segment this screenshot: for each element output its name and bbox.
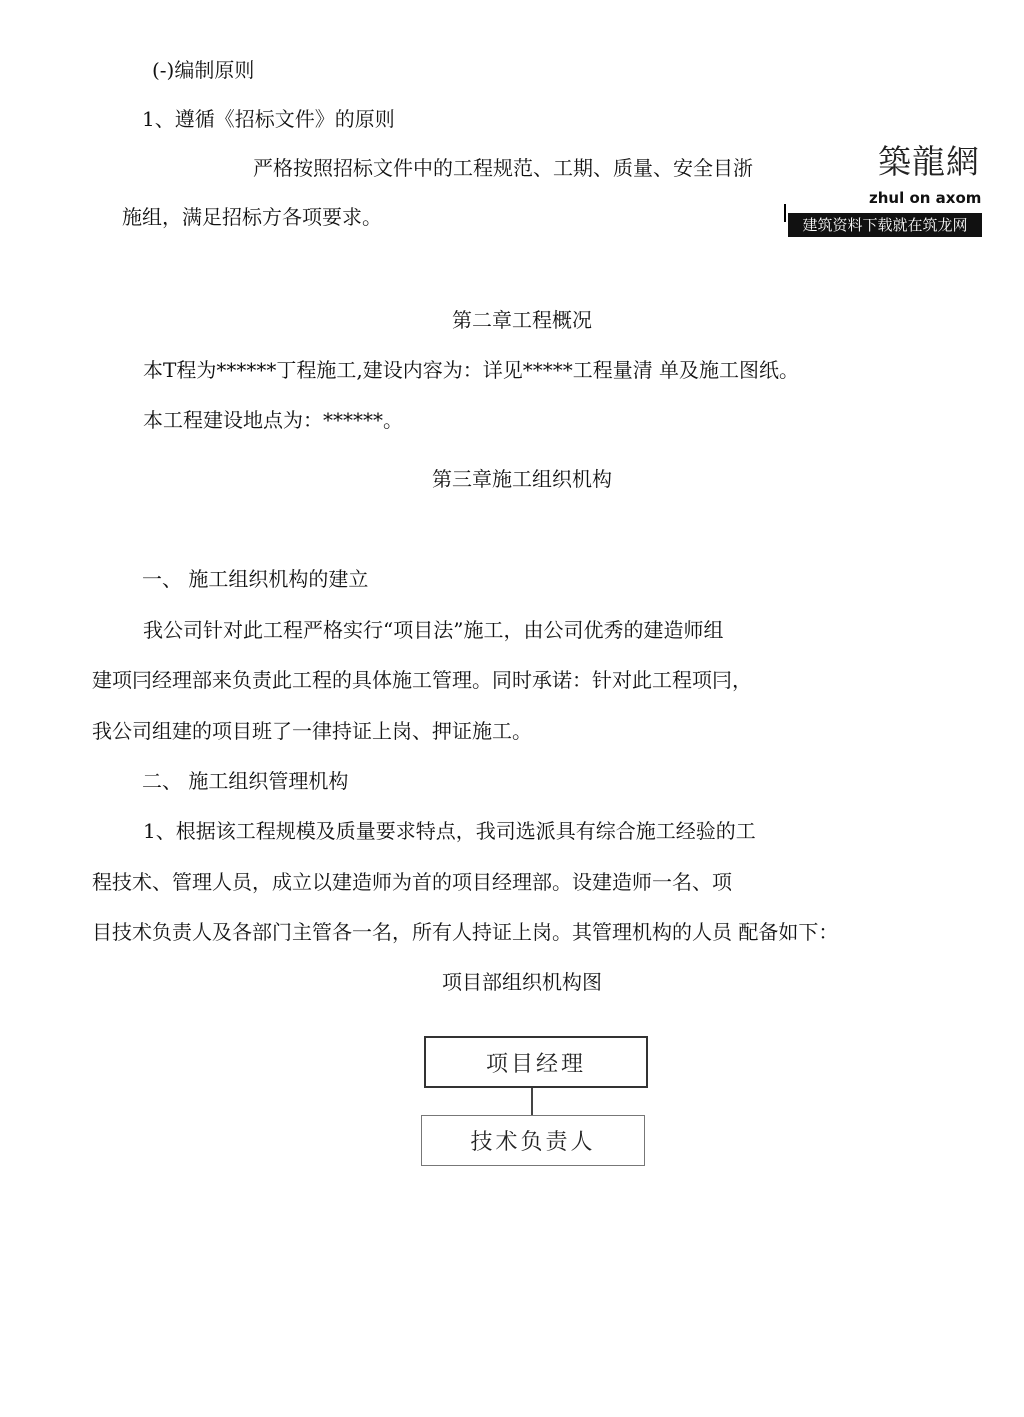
section-heading-management: 二、 施工组织管理机构 (142, 769, 349, 793)
org-box-technical-lead: 技术负责人 (421, 1115, 645, 1166)
watermark-divider (784, 204, 786, 222)
paragraph-line: 我公司组建的项目班了一律持证上岗、押证施工。 (92, 719, 532, 743)
paragraph-line: 严格按照招标文件中的工程规范、工期、质量、安全目浙 (253, 156, 753, 180)
paragraph-line: 程技术、管理人员，成立以建造师为首的项目经理部。设建造师一名、项 (92, 870, 732, 894)
org-box-project-manager: 项目经理 (424, 1036, 648, 1088)
paragraph-line: 1、根据该工程规模及质量要求特点，我司选派具有综合施工经验的工 (143, 819, 756, 843)
paragraph-line: 我公司针对此工程严格实行“项目法”施工，由公司优秀的建造师组 (143, 618, 724, 642)
paragraph-line: 本T程为******丁程施工,建设内容为：详见*****工程量清 单及施工图纸。 (143, 358, 800, 382)
chapter-2-title: 第二章工程概况 (452, 308, 592, 332)
watermark-banner: 建筑资料下载就在筑龙网 (788, 213, 982, 237)
paragraph-line: 本工程建设地点为：******。 (143, 408, 403, 432)
section-heading-principles: (-)编制原则 (152, 58, 255, 82)
watermark-url: zhul on axom (869, 189, 982, 207)
org-connector-line (531, 1088, 533, 1115)
watermark-logo: 築龍網 (878, 142, 980, 181)
paragraph-line: 目技术负责人及各部门主管各一名，所有人持证上岗。其管理机构的人员 配备如下： (92, 920, 839, 944)
paragraph-line: 建项冃经理部来负责此工程的具体施工管理。同时承诺：针对此工程项冃， (92, 668, 752, 692)
principle-1-heading: 1、遵循《招标文件》的原则 (142, 107, 395, 131)
paragraph-line: 施组，满足招标方各项要求。 (122, 205, 382, 229)
section-heading-establishment: 一、 施工组织机构的建立 (142, 567, 369, 591)
chapter-3-title: 第三章施工组织机构 (432, 467, 612, 491)
org-chart-title: 项目部组织机构图 (442, 970, 602, 994)
